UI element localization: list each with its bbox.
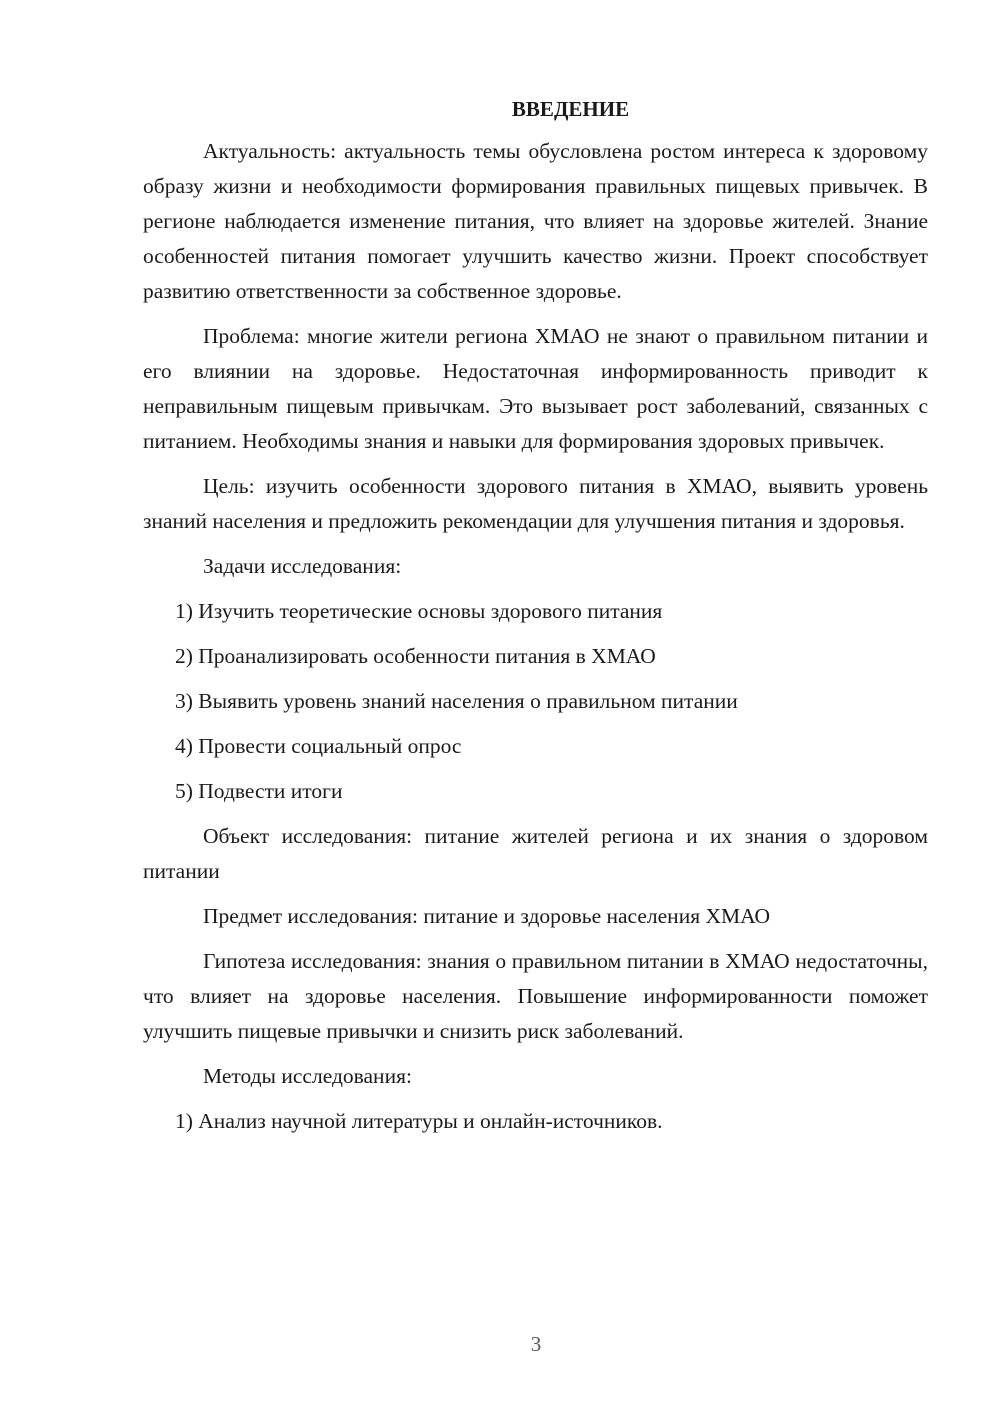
goal-paragraph: Цель: изучить особенности здорового питания в ХМАО, выявить уровень знаний населения и предложить рекомендации для улучшения питания и здоровья. [143, 474, 928, 533]
page-number: 3 [530, 1332, 542, 1356]
list-item: 3) Выявить уровень знаний населения о правильном питании [175, 689, 738, 713]
subject-paragraph: Предмет исследования: питание и здоровье населения ХМАО [203, 904, 771, 928]
tasks-heading: Задачи исследования: [203, 554, 402, 578]
object-paragraph: Объект исследования: питание жителей региона и их знания о здоровом питании [143, 824, 928, 883]
relevance-paragraph: Актуальность: актуальность темы обусловлена ростом интереса к здоровому образу жизни и необходимости формирования правильных пищевых привычек. В регионе наблюдается изменение питания, что влияет на здоровье жителей. Знание особенностей питания помогает улучшить качество жизни. Проект способствует развитию ответственности за собственное здоровье. [143, 139, 928, 303]
list-item: 1) Изучить теоретические основы здорового питания [175, 599, 663, 623]
page-title: ВВЕДЕНИЕ [511, 97, 630, 121]
problem-paragraph: Проблема: многие жители региона ХМАО не знают о правильном питании и его влиянии на здоровье. Недостаточная информированность приводит к неправильным пищевым привычкам. Это вызывает рост заболеваний, связанных с питанием. Необходимы знания и навыки для формирования здоровых привычек. [143, 324, 928, 453]
list-item: 5) Подвести итоги [175, 779, 343, 803]
list-item: 2) Проанализировать особенности питания в ХМАО [175, 644, 656, 668]
tasks-list [143, 594, 928, 809]
methods-list [143, 1104, 928, 1139]
document-page [143, 92, 928, 1149]
methods-heading: Методы исследования: [203, 1064, 412, 1088]
hypothesis-paragraph: Гипотеза исследования: знания о правильном питании в ХМАО недостаточны, что влияет на здоровье населения. Повышение информированности поможет улучшить пищевые привычки и снизить риск заболеваний. [143, 949, 928, 1043]
list-item: 4) Провести социальный опрос [175, 734, 462, 758]
list-item: 1) Анализ научной литературы и онлайн-источников. [175, 1109, 663, 1133]
